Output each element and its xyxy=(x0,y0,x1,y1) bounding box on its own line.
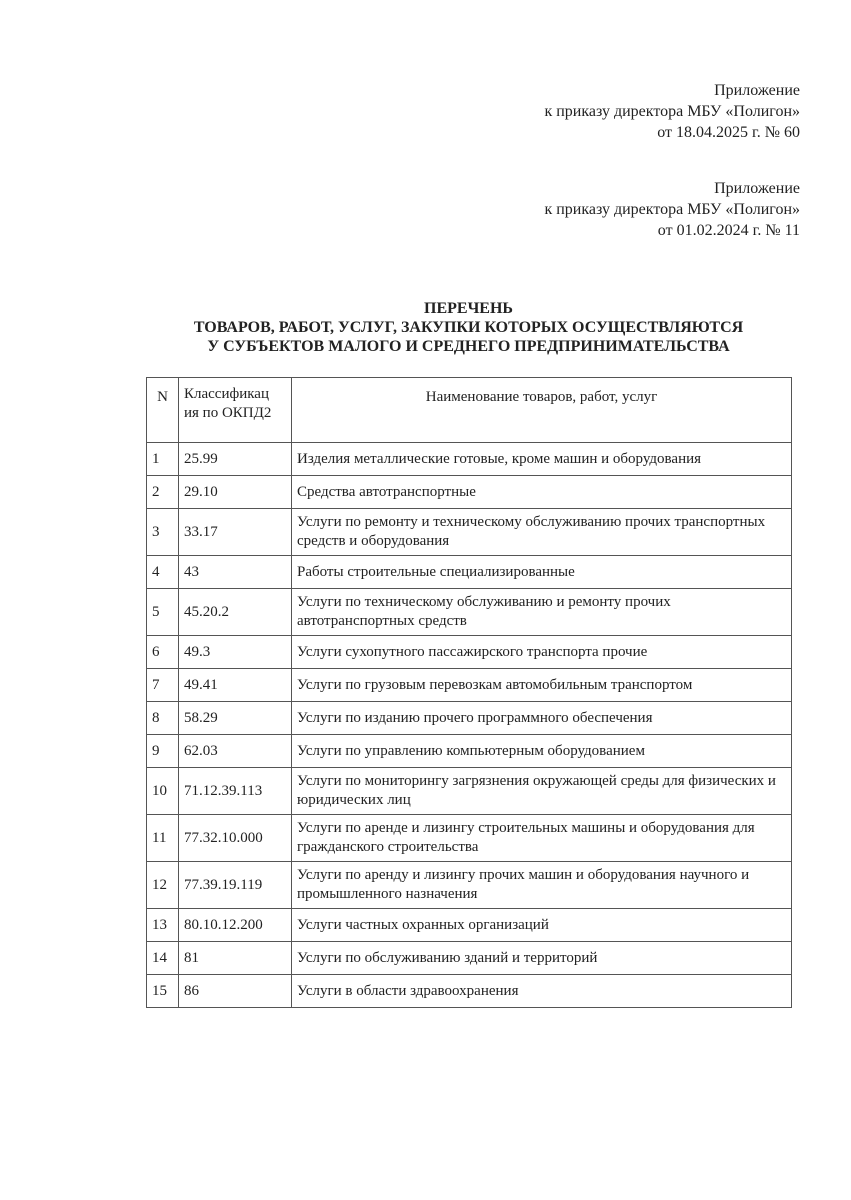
row-item-name: Услуги по ремонту и техническому обслуживанию прочих транспортных средств и оборудования xyxy=(292,509,792,556)
row-item-name: Услуги по управлению компьютерным оборудованием xyxy=(292,735,792,768)
appendix-header-current xyxy=(544,80,800,143)
row-item-name: Работы строительные специализированные xyxy=(292,556,792,589)
row-number: 2 xyxy=(147,476,179,509)
appendix-order-date: от 18.04.2025 г. № 60 xyxy=(657,124,800,141)
row-okpd2-code: 49.41 xyxy=(179,669,292,702)
row-item-name: Услуги сухопутного пассажирского транспорта прочие xyxy=(292,636,792,669)
procurement-items-table xyxy=(146,377,792,1008)
column-header-number: N xyxy=(147,378,179,443)
row-item-name: Услуги частных охранных организаций xyxy=(292,909,792,942)
table-row xyxy=(147,476,792,509)
column-header-okpd2-line1: Классификац xyxy=(184,386,269,402)
table-row xyxy=(147,669,792,702)
title-line-2: ТОВАРОВ, РАБОТ, УСЛУГ, ЗАКУПКИ КОТОРЫХ ОСУЩЕСТВЛЯЮТСЯ xyxy=(193,319,744,336)
row-number: 5 xyxy=(147,589,179,636)
row-number: 3 xyxy=(147,509,179,556)
row-okpd2-code: 62.03 xyxy=(179,735,292,768)
appendix-label: Приложение xyxy=(714,82,800,99)
row-okpd2-code: 29.10 xyxy=(179,476,292,509)
row-number: 12 xyxy=(147,862,179,909)
column-header-okpd2-line2: ия по ОКПД2 xyxy=(184,405,272,421)
row-number: 8 xyxy=(147,702,179,735)
row-okpd2-code: 81 xyxy=(179,942,292,975)
row-okpd2-code: 77.32.10.000 xyxy=(179,815,292,862)
table-row xyxy=(147,636,792,669)
document-title xyxy=(146,299,791,356)
table-row xyxy=(147,735,792,768)
table-row xyxy=(147,909,792,942)
row-item-name: Средства автотранспортные xyxy=(292,476,792,509)
table-header-row xyxy=(147,378,792,443)
title-line-1: ПЕРЕЧЕНЬ xyxy=(424,300,513,317)
table-row xyxy=(147,443,792,476)
title-line-3: У СУБЪЕКТОВ МАЛОГО И СРЕДНЕГО ПРЕДПРИНИМАТЕЛЬСТВА xyxy=(207,338,730,355)
row-item-name: Изделия металлические готовые, кроме машин и оборудования xyxy=(292,443,792,476)
table-row xyxy=(147,589,792,636)
row-okpd2-code: 43 xyxy=(179,556,292,589)
row-item-name: Услуги по мониторингу загрязнения окружающей среды для физических и юридических лиц xyxy=(292,768,792,815)
column-header-name: Наименование товаров, работ, услуг xyxy=(292,378,792,443)
row-number: 4 xyxy=(147,556,179,589)
row-number: 7 xyxy=(147,669,179,702)
appendix-label: Приложение xyxy=(714,180,800,197)
row-number: 14 xyxy=(147,942,179,975)
row-okpd2-code: 77.39.19.119 xyxy=(179,862,292,909)
table-row xyxy=(147,862,792,909)
table-row xyxy=(147,942,792,975)
appendix-order-reference: к приказу директора МБУ «Полигон» xyxy=(544,103,800,120)
appendix-order-reference: к приказу директора МБУ «Полигон» xyxy=(544,201,800,218)
row-number: 9 xyxy=(147,735,179,768)
row-number: 10 xyxy=(147,768,179,815)
table-row xyxy=(147,556,792,589)
appendix-header-previous xyxy=(544,178,800,241)
row-okpd2-code: 71.12.39.113 xyxy=(179,768,292,815)
table-row xyxy=(147,509,792,556)
row-item-name: Услуги по грузовым перевозкам автомобильным транспортом xyxy=(292,669,792,702)
row-number: 11 xyxy=(147,815,179,862)
row-okpd2-code: 33.17 xyxy=(179,509,292,556)
table-row xyxy=(147,975,792,1008)
row-number: 1 xyxy=(147,443,179,476)
row-okpd2-code: 58.29 xyxy=(179,702,292,735)
row-item-name: Услуги по техническому обслуживанию и ремонту прочих автотранспортных средств xyxy=(292,589,792,636)
row-number: 15 xyxy=(147,975,179,1008)
row-okpd2-code: 49.3 xyxy=(179,636,292,669)
row-item-name: Услуги по аренду и лизингу прочих машин и оборудования научного и промышленного назначения xyxy=(292,862,792,909)
row-item-name: Услуги по обслуживанию зданий и территорий xyxy=(292,942,792,975)
row-item-name: Услуги в области здравоохранения xyxy=(292,975,792,1008)
row-okpd2-code: 86 xyxy=(179,975,292,1008)
table-row xyxy=(147,768,792,815)
row-item-name: Услуги по изданию прочего программного обеспечения xyxy=(292,702,792,735)
row-number: 6 xyxy=(147,636,179,669)
table-row xyxy=(147,702,792,735)
column-header-okpd2 xyxy=(179,378,292,443)
row-okpd2-code: 25.99 xyxy=(179,443,292,476)
row-item-name: Услуги по аренде и лизингу строительных машины и оборудования для гражданского строительства xyxy=(292,815,792,862)
row-okpd2-code: 45.20.2 xyxy=(179,589,292,636)
row-number: 13 xyxy=(147,909,179,942)
row-okpd2-code: 80.10.12.200 xyxy=(179,909,292,942)
appendix-order-date: от 01.02.2024 г. № 11 xyxy=(657,222,800,239)
table-row xyxy=(147,815,792,862)
